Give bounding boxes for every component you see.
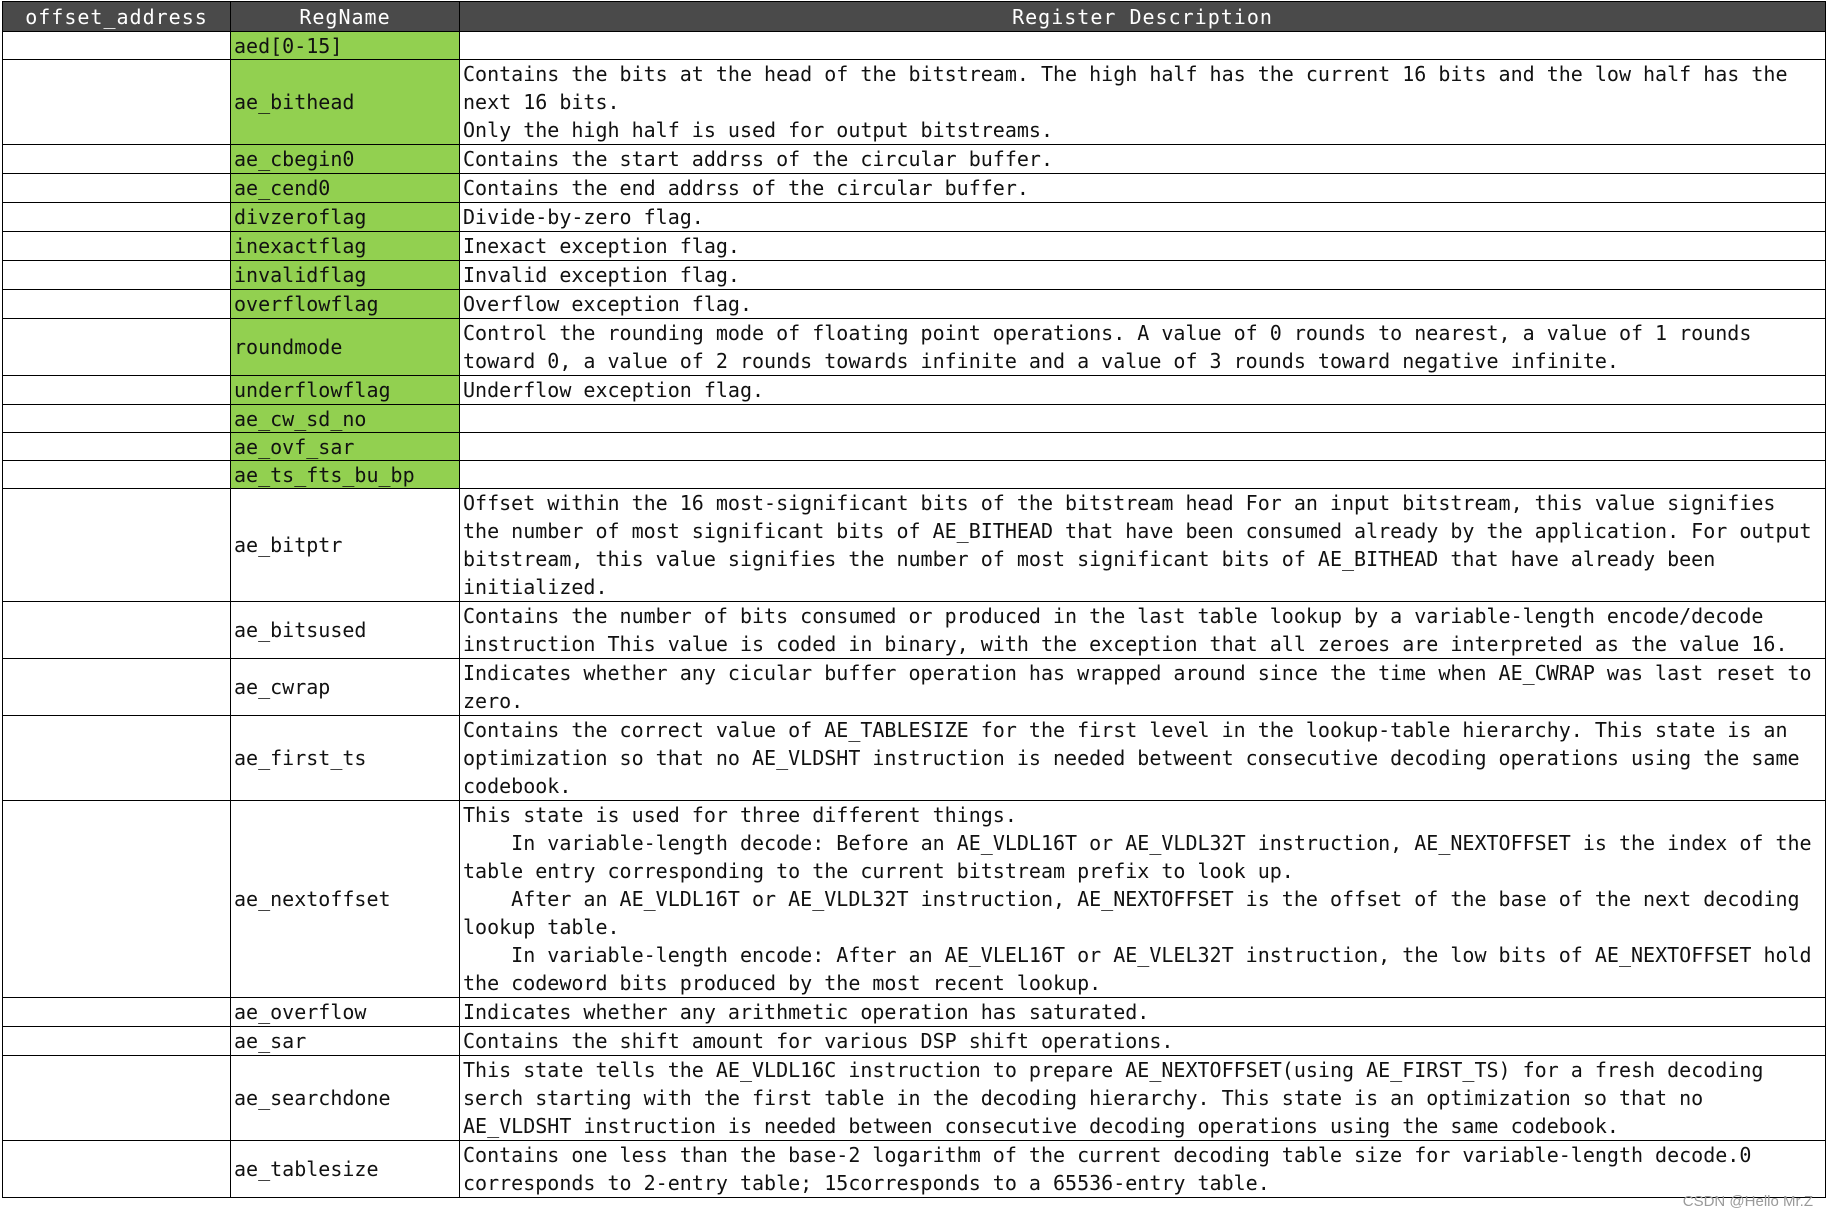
cell-regname[interactable]: ae_searchdone bbox=[231, 1056, 460, 1141]
cell-register-description[interactable]: Control the rounding mode of floating point operations. A value of 0 rounds to nearest, a value of 1 rounds toward 0, a value of 2 rounds towards infinite and a value of 3 rounds toward negative infinite. bbox=[460, 319, 1826, 376]
table-row bbox=[3, 433, 1826, 461]
cell-register-description[interactable]: This state tells the AE_VLDL16C instruction to prepare AE_NEXTOFFSET(using AE_FIRST_TS) for a fresh decoding serch starting with the first table in the decoding hierarchy. This state is an optimization so that no AE_VLDSHT instruction is needed between consecutive decoding operations using the same codebook. bbox=[460, 1056, 1826, 1141]
cell-offset-address[interactable] bbox=[3, 405, 231, 433]
cell-offset-address[interactable] bbox=[3, 376, 231, 405]
table-row bbox=[3, 174, 1826, 203]
cell-register-description[interactable]: Contains the correct value of AE_TABLESIZE for the first level in the lookup-table hierarchy. This state is an optimization so that no AE_VLDSHT instruction is needed betweent consecutive decoding operations using the same codebook. bbox=[460, 716, 1826, 801]
cell-register-description[interactable]: Overflow exception flag. bbox=[460, 290, 1826, 319]
cell-offset-address[interactable] bbox=[3, 60, 231, 145]
table-row bbox=[3, 602, 1826, 659]
table-row bbox=[3, 405, 1826, 433]
cell-offset-address[interactable] bbox=[3, 1027, 231, 1056]
table-row bbox=[3, 60, 1826, 145]
cell-regname[interactable]: ae_cwrap bbox=[231, 659, 460, 716]
cell-regname[interactable]: ae_nextoffset bbox=[231, 801, 460, 998]
cell-regname[interactable]: invalidflag bbox=[231, 261, 460, 290]
cell-regname[interactable]: ae_cbegin0 bbox=[231, 145, 460, 174]
cell-offset-address[interactable] bbox=[3, 32, 231, 60]
cell-register-description[interactable]: Contains the start addrss of the circular buffer. bbox=[460, 145, 1826, 174]
cell-regname[interactable]: ae_bitsused bbox=[231, 602, 460, 659]
cell-offset-address[interactable] bbox=[3, 203, 231, 232]
header-row bbox=[3, 2, 1826, 32]
cell-regname[interactable]: ae_cw_sd_no bbox=[231, 405, 460, 433]
table-row bbox=[3, 319, 1826, 376]
table-row bbox=[3, 716, 1826, 801]
table-row bbox=[3, 290, 1826, 319]
cell-regname[interactable]: underflowflag bbox=[231, 376, 460, 405]
cell-register-description[interactable]: Indicates whether any arithmetic operation has saturated. bbox=[460, 998, 1826, 1027]
cell-register-description[interactable]: Contains the shift amount for various DSP shift operations. bbox=[460, 1027, 1826, 1056]
cell-register-description[interactable]: Contains the number of bits consumed or produced in the last table lookup by a variable-length encode/decode instruction This value is coded in binary, with the exception that all zeroes are interpreted as the value 16. bbox=[460, 602, 1826, 659]
cell-regname[interactable]: ae_ovf_sar bbox=[231, 433, 460, 461]
cell-regname[interactable]: overflowflag bbox=[231, 290, 460, 319]
table-row bbox=[3, 659, 1826, 716]
cell-register-description[interactable] bbox=[460, 433, 1826, 461]
cell-offset-address[interactable] bbox=[3, 145, 231, 174]
cell-offset-address[interactable] bbox=[3, 602, 231, 659]
cell-register-description[interactable]: This state is used for three different things. In variable-length decode: Before an AE_VLDL16T or AE_VLDL32T instruction, AE_NEXTOFFSET is the index of the table entry corresponding to the current bitstream prefix to look up. After an AE_VLDL16T or AE_VLDL32T instruction, AE_NEXTOFFSET is the offset of the base of the next decoding lookup table. In variable-length encode: After an AE_VLEL16T or AE_VLEL32T instruction, the low bits of AE_NEXTOFFSET hold the codeword bits produced by the most recent lookup. bbox=[460, 801, 1826, 998]
cell-offset-address[interactable] bbox=[3, 174, 231, 203]
cell-offset-address[interactable] bbox=[3, 461, 231, 489]
cell-offset-address[interactable] bbox=[3, 998, 231, 1027]
table-row bbox=[3, 489, 1826, 602]
cell-regname[interactable]: ae_sar bbox=[231, 1027, 460, 1056]
cell-regname[interactable]: inexactflag bbox=[231, 232, 460, 261]
cell-register-description[interactable] bbox=[460, 32, 1826, 60]
cell-register-description[interactable]: Underflow exception flag. bbox=[460, 376, 1826, 405]
watermark: CSDN @Hello Mr.Z bbox=[1682, 1193, 1813, 1210]
cell-register-description[interactable] bbox=[460, 461, 1826, 489]
cell-offset-address[interactable] bbox=[3, 232, 231, 261]
cell-offset-address[interactable] bbox=[3, 290, 231, 319]
cell-register-description[interactable]: Contains the end addrss of the circular buffer. bbox=[460, 174, 1826, 203]
cell-offset-address[interactable] bbox=[3, 261, 231, 290]
table-header bbox=[3, 2, 1826, 32]
cell-register-description[interactable]: Offset within the 16 most-significant bits of the bitstream head For an input bitstream, this value signifies the number of most significant bits of AE_BITHEAD that have been consumed already by the application. For output bitstream, this value signifies the number of most significant bits of AE_BITHEAD that have already been initialized. bbox=[460, 489, 1826, 602]
cell-regname[interactable]: divzeroflag bbox=[231, 203, 460, 232]
cell-offset-address[interactable] bbox=[3, 1141, 231, 1198]
cell-regname[interactable]: ae_first_ts bbox=[231, 716, 460, 801]
cell-offset-address[interactable] bbox=[3, 319, 231, 376]
cell-offset-address[interactable] bbox=[3, 659, 231, 716]
cell-regname[interactable]: aed[0-15] bbox=[231, 32, 460, 60]
cell-regname[interactable]: ae_cend0 bbox=[231, 174, 460, 203]
table-row bbox=[3, 1141, 1826, 1198]
cell-register-description[interactable]: Contains the bits at the head of the bitstream. The high half has the current 16 bits and the low half has the next 16 bits. Only the high half is used for output bitstreams. bbox=[460, 60, 1826, 145]
cell-register-description[interactable] bbox=[460, 405, 1826, 433]
table-row bbox=[3, 1056, 1826, 1141]
cell-regname[interactable]: ae_tablesize bbox=[231, 1141, 460, 1198]
cell-offset-address[interactable] bbox=[3, 801, 231, 998]
table-body bbox=[3, 32, 1826, 1198]
cell-offset-address[interactable] bbox=[3, 433, 231, 461]
table-row bbox=[3, 32, 1826, 60]
header-register-description[interactable]: Register Description bbox=[460, 2, 1826, 32]
cell-regname[interactable]: ae_ts_fts_bu_bp bbox=[231, 461, 460, 489]
table-row bbox=[3, 461, 1826, 489]
cell-regname[interactable]: roundmode bbox=[231, 319, 460, 376]
table-row bbox=[3, 998, 1826, 1027]
cell-register-description[interactable]: Invalid exception flag. bbox=[460, 261, 1826, 290]
cell-regname[interactable]: ae_overflow bbox=[231, 998, 460, 1027]
table-row bbox=[3, 203, 1826, 232]
cell-regname[interactable]: ae_bithead bbox=[231, 60, 460, 145]
table-row bbox=[3, 376, 1826, 405]
table-row bbox=[3, 232, 1826, 261]
cell-register-description[interactable]: Indicates whether any cicular buffer operation has wrapped around since the time when AE_CWRAP was last reset to zero. bbox=[460, 659, 1826, 716]
cell-register-description[interactable]: Contains one less than the base-2 logarithm of the current decoding table size for variable-length decode.0 corresponds to 2-entry table; 15corresponds to a 65536-entry table. bbox=[460, 1141, 1826, 1198]
table-row bbox=[3, 261, 1826, 290]
cell-offset-address[interactable] bbox=[3, 489, 231, 602]
register-table bbox=[2, 1, 1826, 1198]
table-row bbox=[3, 145, 1826, 174]
header-offset-address[interactable]: offset_address bbox=[3, 2, 231, 32]
cell-register-description[interactable]: Divide-by-zero flag. bbox=[460, 203, 1826, 232]
cell-offset-address[interactable] bbox=[3, 716, 231, 801]
table-row bbox=[3, 801, 1826, 998]
cell-register-description[interactable]: Inexact exception flag. bbox=[460, 232, 1826, 261]
cell-regname[interactable]: ae_bitptr bbox=[231, 489, 460, 602]
cell-offset-address[interactable] bbox=[3, 1056, 231, 1141]
header-regname[interactable]: RegName bbox=[231, 2, 460, 32]
table-row bbox=[3, 1027, 1826, 1056]
